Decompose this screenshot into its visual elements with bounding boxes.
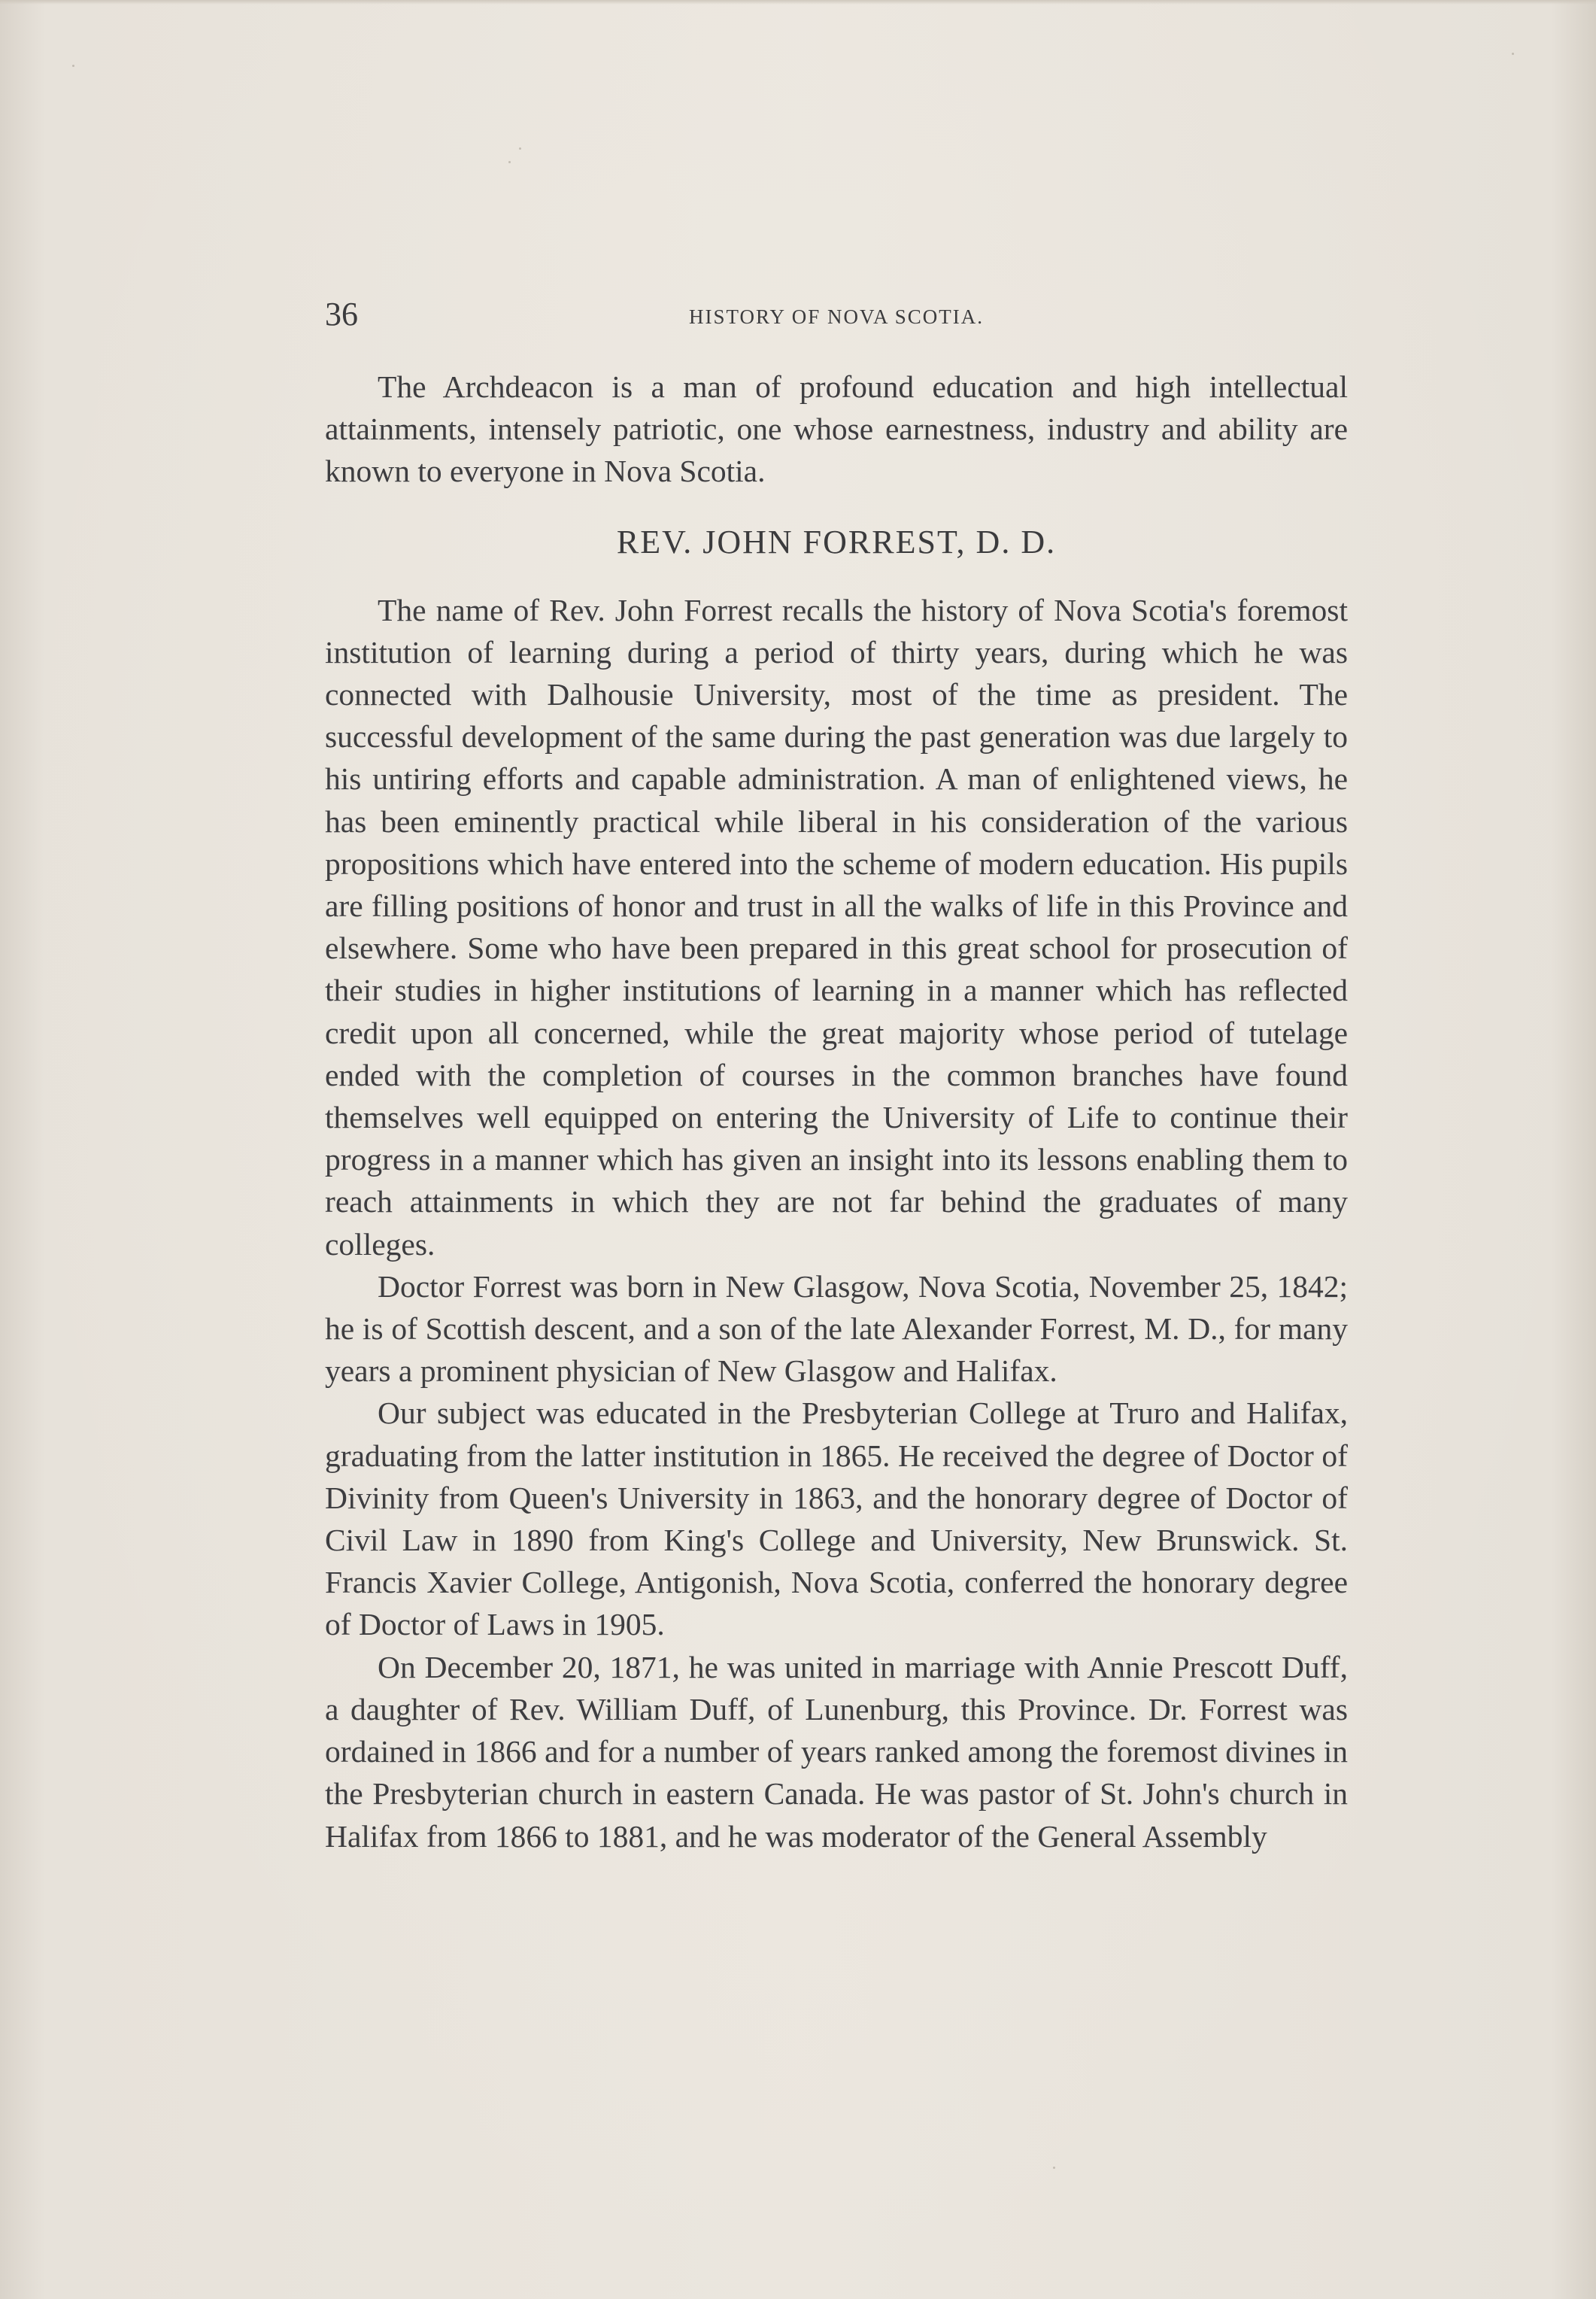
body-paragraph: Our subject was educated in the Presbyterian College at Truro and Halifax, graduating from the latter institution in 1865. He received the degree of Doctor of Divinity from Queen's University in 1863, and the honorary degree of Doctor of Civil Law in 1890 from King's College and University, New Brunswick. St. Francis Xavier College, Antigonish, Nova Scotia, conferred the honorary degree of Doctor of Laws in 1905. xyxy=(325,1395,1348,1642)
page-number: 36 xyxy=(325,296,358,333)
running-title: HISTORY OF NOVA SCOTIA. xyxy=(688,305,985,328)
section-heading: REV. JOHN FORREST, D. D. xyxy=(616,523,1057,560)
body-paragraph: Doctor Forrest was born in New Glasgow, Nova Scotia, November 25, 1842; he is of Scottish descent, and a son of the late Alexander Forrest, M. D., for many years a prominent physician of New Glasgow and Halifax. xyxy=(325,1268,1348,1389)
paper-speck xyxy=(1512,53,1514,55)
paper-speck xyxy=(508,161,511,163)
opening-paragraph: The Archdeacon is a man of profound education and high intellectual attainments, intensely patriotic, one whose earnestness, industry and ability are known to everyone in Nova Scotia. xyxy=(325,369,1348,489)
running-head xyxy=(325,292,1348,337)
paper-speck xyxy=(1053,2167,1055,2169)
paper-speck xyxy=(519,147,521,150)
page-top-edge xyxy=(0,0,1596,5)
main-text xyxy=(325,366,1348,1857)
paper-speck xyxy=(72,65,74,67)
body-paragraph: The name of Rev. John Forrest recalls the history of Nova Scotia's foremost institution of learning during a period of thirty years, during which he was connected with Dalhousie University, most of the time as president. The successful development of the same during the past generation was due largely to his untiring efforts and capable administration. A man of enlightened views, he has been eminently practical while liberal in his consideration of the various propositions which have entered into the scheme of modern education. His pupils are filling positions of honor and trust in all the walks of life in this Province and elsewhere. Some who have been prepared in this great school for prosecution of their studies in higher institutions of learning in a manner which has reflected credit upon all concerned, while the great majority whose period of tutelage ended with the completion of courses in the common branches have found themselves well equipped on entering the University of Life to continue their progress in a manner which has given an insight into its lessons enabling them to reach attainments in which they are not far behind the graduates of many colleges. xyxy=(325,592,1348,1262)
body-paragraph: On December 20, 1871, he was united in marriage with Annie Prescott Duff, a daughter of Rev. William Duff, of Lunenburg, this Province. Dr. Forrest was ordained in 1866 and for a number of years ranked among the foremost divines in the Presbyterian church in eastern Canada. He was pastor of St. John's church in Halifax from 1866 to 1881, and he was moderator of the General Assembly xyxy=(325,1649,1348,1854)
